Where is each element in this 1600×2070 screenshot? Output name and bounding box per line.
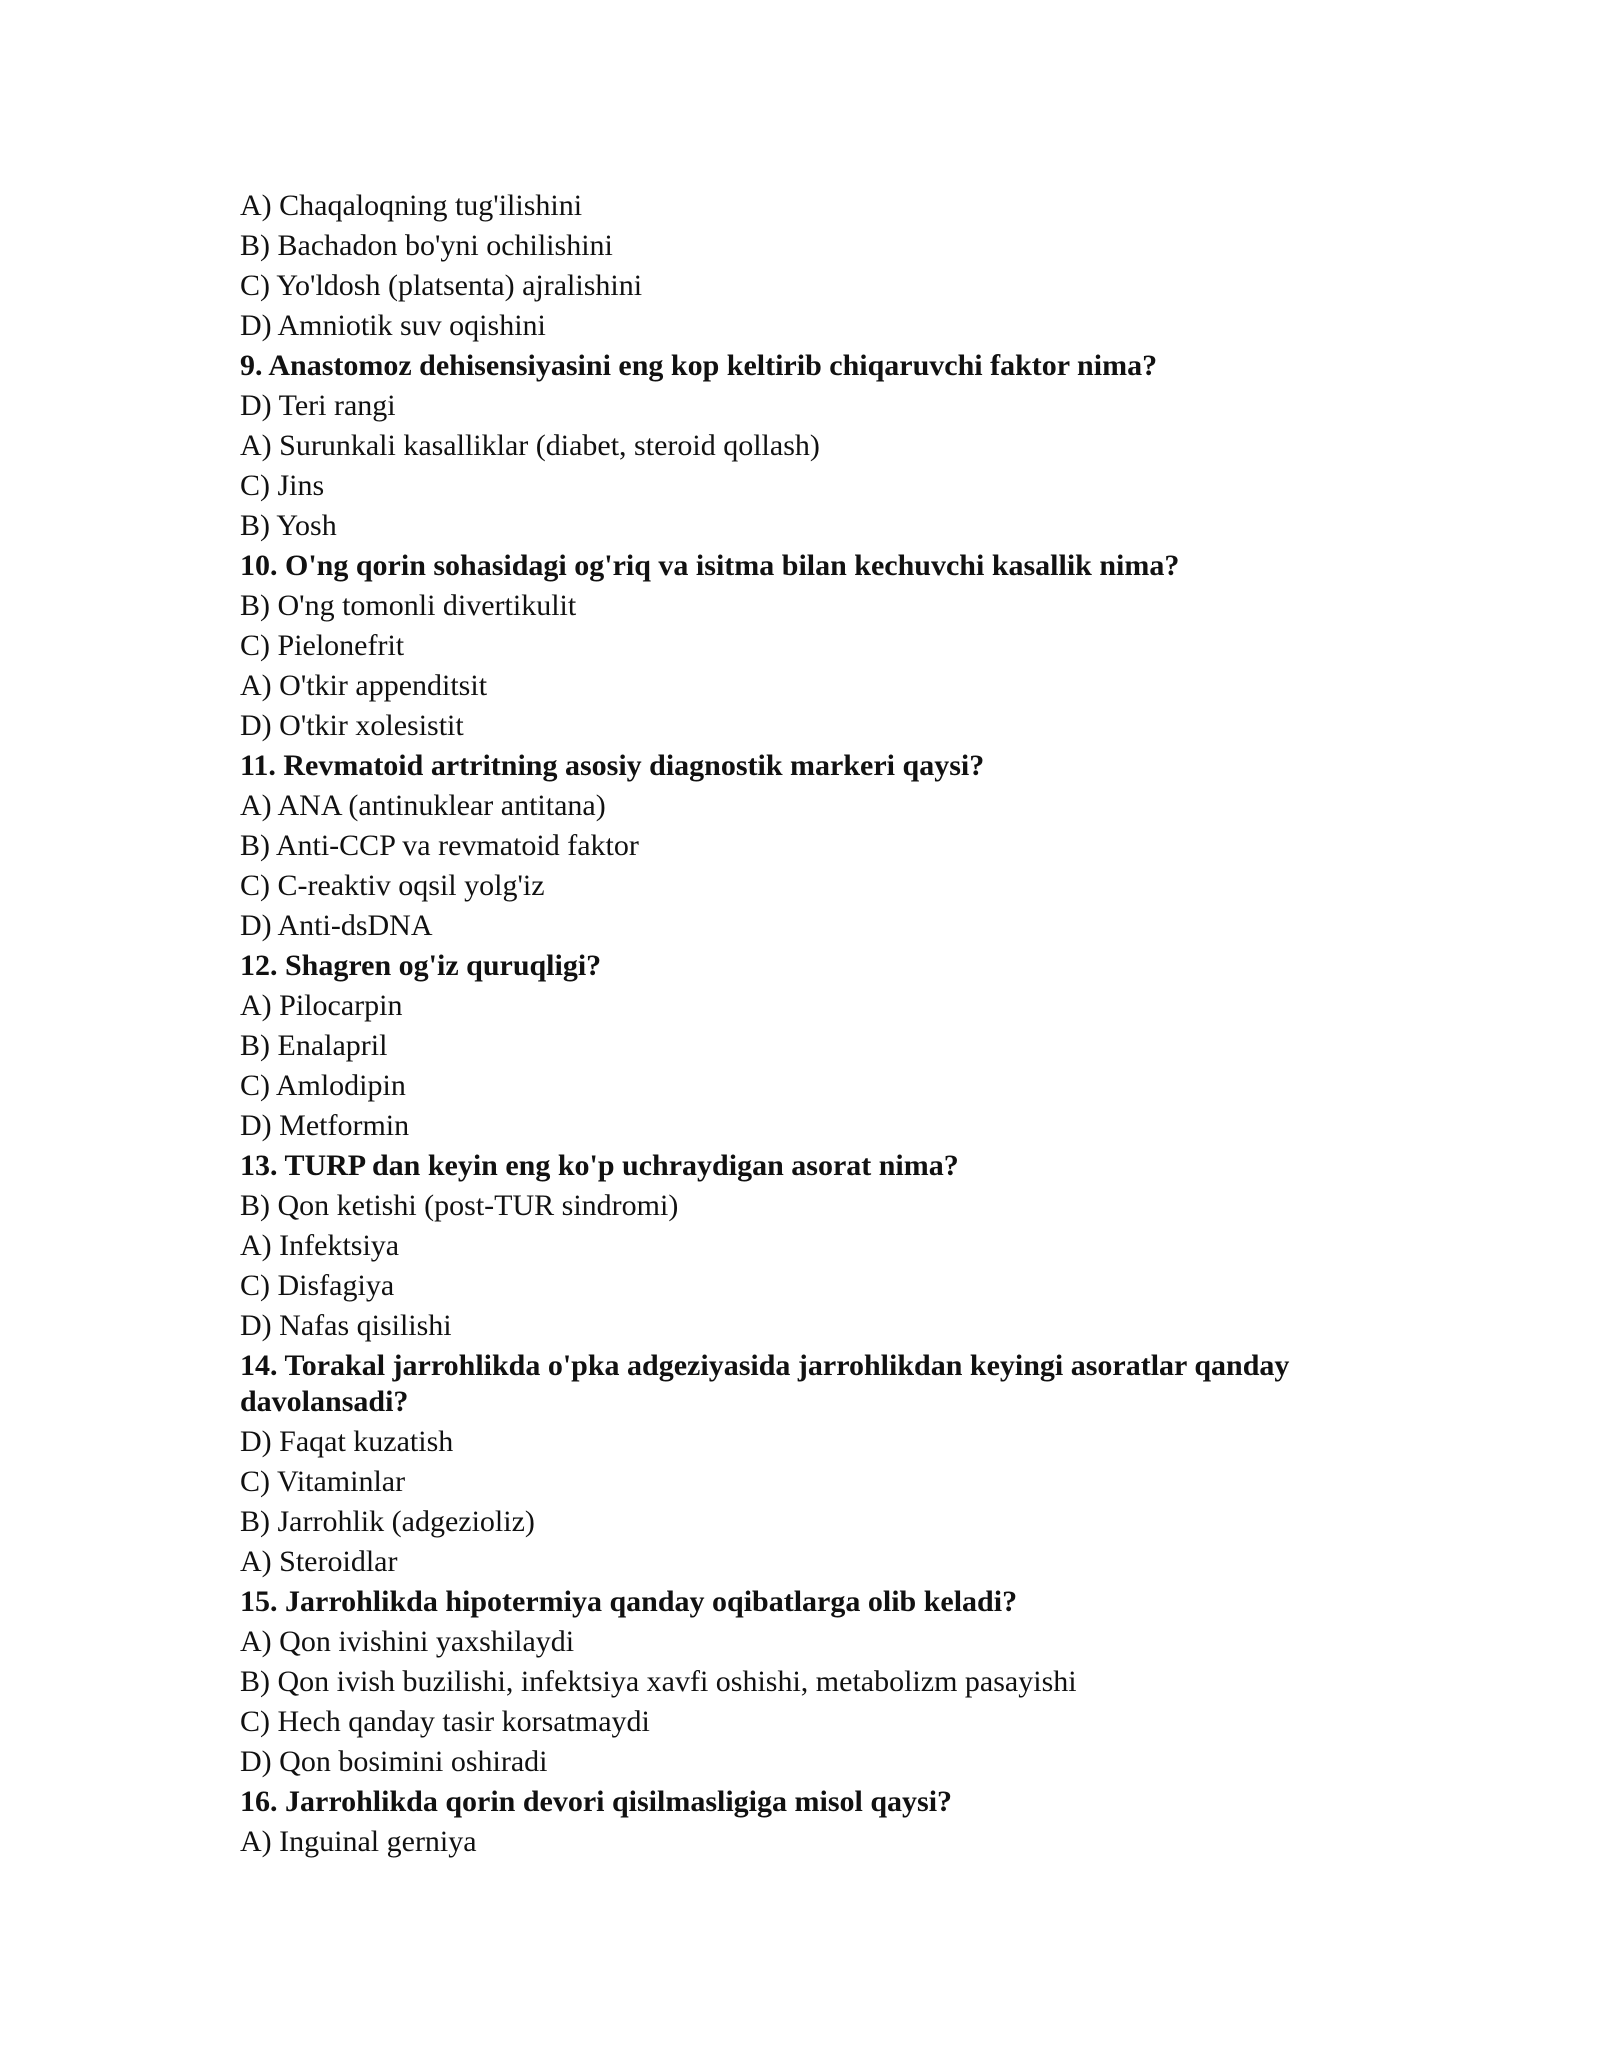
answer-option: D) Amniotik suv oqishini (240, 309, 546, 342)
answer-option: D) Teri rangi (240, 389, 396, 422)
document-page (240, 186, 1370, 1862)
answer-option: D) Anti-dsDNA (240, 909, 433, 942)
answer-option: D) Nafas qisilishi (240, 1309, 452, 1342)
answer-option: C) Yo'ldosh (platsenta) ajralishini (240, 269, 643, 302)
question-heading: 11. Revmatoid artritning asosiy diagnostik markeri qaysi? (240, 749, 985, 782)
answer-option: D) Metformin (240, 1109, 410, 1142)
answer-option: A) Inguinal gerniya (240, 1825, 477, 1858)
answer-option: B) Bachadon bo'yni ochilishini (240, 229, 613, 262)
question-heading: 15. Jarrohlikda hipotermiya qanday oqibatlarga olib keladi? (240, 1585, 1018, 1618)
answer-option: C) Jins (240, 469, 325, 502)
question-heading: 9. Anastomoz dehisensiyasini eng kop keltirib chiqaruvchi faktor nima? (240, 349, 1158, 382)
answer-option: C) Hech qanday tasir korsatmaydi (240, 1705, 650, 1738)
question-heading: 12. Shagren og'iz quruqligi? (240, 949, 602, 982)
answer-option: A) Pilocarpin (240, 989, 403, 1022)
answer-option: D) Faqat kuzatish (240, 1425, 454, 1458)
answer-option: A) ANA (antinuklear antitana) (240, 789, 606, 822)
question-heading: 16. Jarrohlikda qorin devori qisilmasligiga misol qaysi? (240, 1785, 953, 1818)
question-heading: 10. O'ng qorin sohasidagi og'riq va isitma bilan kechuvchi kasallik nima? (240, 549, 1180, 582)
answer-option: A) O'tkir appenditsit (240, 669, 488, 702)
question-heading: 13. TURP dan keyin eng ko'p uchraydigan asorat nima? (240, 1149, 959, 1182)
question-heading: 14. Torakal jarrohlikda o'pka adgeziyasida jarrohlikdan keyingi asoratlar qanday davolansadi? (240, 1349, 1290, 1418)
answer-option: C) Amlodipin (240, 1069, 406, 1102)
answer-option: B) Qon ivish buzilishi, infektsiya xavfi oshishi, metabolizm pasayishi (240, 1665, 1077, 1698)
answer-option: C) C-reaktiv oqsil yolg'iz (240, 869, 545, 902)
answer-option: B) Anti-CCP va revmatoid faktor (240, 829, 639, 862)
answer-option: C) Vitaminlar (240, 1465, 406, 1498)
answer-option: B) O'ng tomonli divertikulit (240, 589, 577, 622)
answer-option: A) Steroidlar (240, 1545, 398, 1578)
answer-option: D) O'tkir xolesistit (240, 709, 464, 742)
answer-option: B) Yosh (240, 509, 337, 542)
answer-option: B) Qon ketishi (post-TUR sindromi) (240, 1189, 679, 1222)
answer-option: B) Jarrohlik (adgezioliz) (240, 1505, 535, 1538)
answer-option: A) Surunkali kasalliklar (diabet, steroid qollash) (240, 429, 820, 462)
answer-option: A) Qon ivishini yaxshilaydi (240, 1625, 575, 1658)
answer-option: A) Infektsiya (240, 1229, 400, 1262)
answer-option: C) Pielonefrit (240, 629, 405, 662)
answer-option: D) Qon bosimini oshiradi (240, 1745, 548, 1778)
answer-option: B) Enalapril (240, 1029, 388, 1062)
answer-option: C) Disfagiya (240, 1269, 395, 1302)
answer-option: A) Chaqaloqning tug'ilishini (240, 189, 583, 222)
